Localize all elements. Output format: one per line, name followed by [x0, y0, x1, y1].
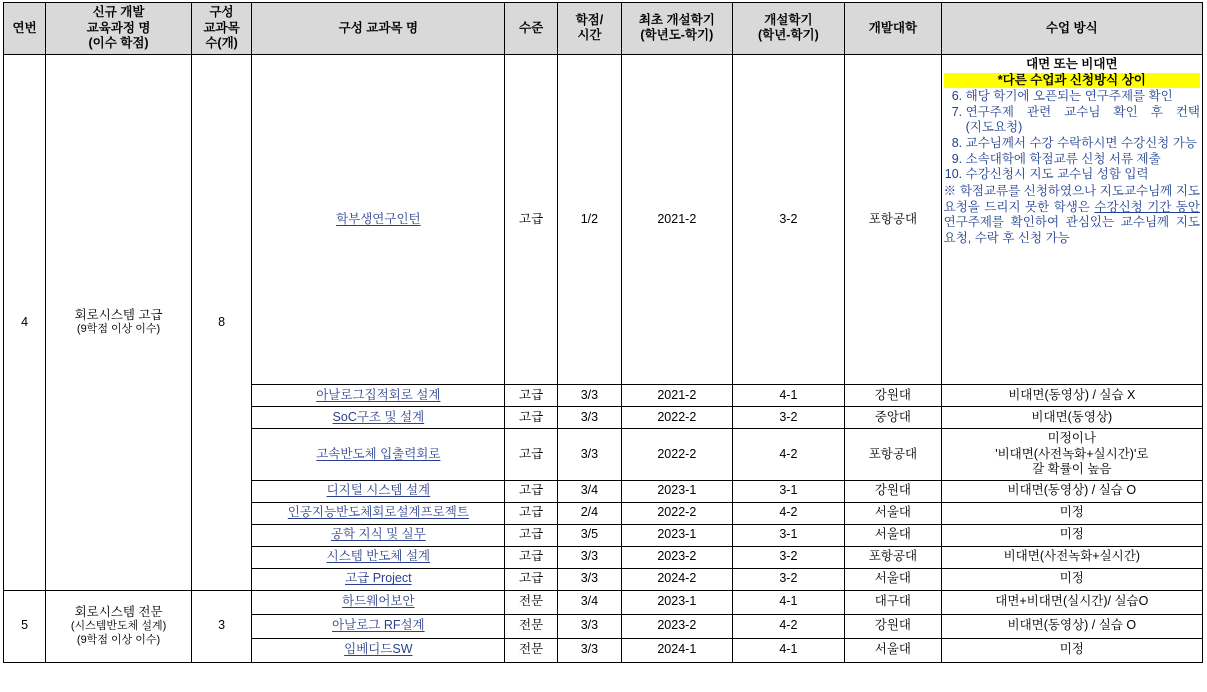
subject-link[interactable]: SoC구조 및 설계: [332, 409, 425, 424]
subject-link[interactable]: 하드웨어보안: [342, 594, 415, 609]
row-university: 강원대: [845, 480, 941, 502]
header-program: [46, 3, 192, 55]
header-first-line1: 최초 개설학기: [638, 12, 715, 27]
header-open-term: [732, 3, 845, 55]
table-row: [4, 54, 1203, 384]
row-open-term: 4-1: [732, 590, 845, 614]
row-level: 고급: [505, 546, 557, 568]
row-university: 강원대: [845, 614, 941, 638]
row-university: 서울대: [845, 568, 941, 590]
row-credit: 3/4: [557, 590, 621, 614]
row-credit: 3/3: [557, 546, 621, 568]
header-open-line2: (학년-학기): [757, 28, 819, 43]
mode-step-item: 7. 연구주제 관련 교수님 확인 후 컨택(지도요청): [966, 105, 1200, 136]
header-level: 수준: [505, 3, 557, 55]
subject-link[interactable]: 고급 Project: [345, 571, 412, 586]
row-subject[interactable]: [252, 614, 505, 638]
row-university: 포항공대: [845, 546, 941, 568]
row-subject[interactable]: [252, 428, 505, 480]
row-mode: 비대면(동영상): [941, 406, 1202, 428]
mode-note-underline: 수강신청 기간 동안: [1094, 199, 1201, 214]
row-university: 서울대: [845, 502, 941, 524]
row-mode-detailed: [941, 54, 1202, 384]
row-level: 고급: [505, 54, 557, 384]
row-subject[interactable]: [252, 480, 505, 502]
subject-link[interactable]: 아날로그 RF설계: [332, 618, 425, 633]
mode-line-2: '비대면(사전녹화+실시간)'로: [995, 446, 1149, 461]
row-first-term: 2023-2: [622, 546, 733, 568]
row-mode: 비대면(사전녹화+실시간): [941, 546, 1202, 568]
row-mode: 비대면(동영상) / 실습 O: [941, 614, 1202, 638]
row-credit: 3/3: [557, 406, 621, 428]
row-no: 4: [4, 54, 46, 590]
row-no: 5: [4, 590, 46, 662]
row-university: 강원대: [845, 384, 941, 406]
row-subject[interactable]: [252, 54, 505, 384]
row-first-term: 2022-2: [622, 406, 733, 428]
row-subject[interactable]: [252, 406, 505, 428]
mode-note-post: 연구주제를 확인하여 관심있는 교수님께 지도 요청, 수락 후 신청 가능: [943, 215, 1200, 245]
subject-link[interactable]: 디지털 시스템 설계: [326, 483, 431, 498]
mode-step-item: 10. 수강신청시 지도 교수님 성함 입력: [966, 167, 1200, 183]
row-university: 서울대: [845, 524, 941, 546]
row-first-term: 2024-2: [622, 568, 733, 590]
mode-line-3: 갈 확률이 높음: [1032, 462, 1112, 477]
row-level: 고급: [505, 502, 557, 524]
row-open-term: 3-1: [732, 480, 845, 502]
header-subject: 구성 교과목 명: [252, 3, 505, 55]
row-credit: 3/3: [557, 428, 621, 480]
row-subject[interactable]: [252, 546, 505, 568]
row-first-term: 2023-1: [622, 524, 733, 546]
header-count: [191, 3, 251, 55]
row-first-term: 2022-2: [622, 428, 733, 480]
subject-link[interactable]: 아날로그집적회로 설계: [316, 387, 441, 402]
row-university: 포항공대: [845, 428, 941, 480]
row-mode: 미정: [941, 502, 1202, 524]
row-credit: 3/3: [557, 568, 621, 590]
row-open-term: 4-1: [732, 638, 845, 662]
row-first-term: 2023-1: [622, 590, 733, 614]
row-level: 고급: [505, 406, 557, 428]
row-open-term: 3-2: [732, 54, 845, 384]
row-first-term: 2021-2: [622, 54, 733, 384]
row-first-term: 2021-2: [622, 384, 733, 406]
table-row: [4, 590, 1203, 614]
header-first-line2: (학년도-학기): [640, 28, 714, 43]
header-program-line1: 신규 개발: [92, 5, 145, 19]
row-level: 고급: [505, 524, 557, 546]
mode-highlight: *다른 수업과 신청방식 상이: [944, 73, 1200, 89]
subject-link[interactable]: 학부생연구인턴: [336, 211, 421, 226]
course-table: [3, 2, 1203, 663]
row-level: 고급: [505, 480, 557, 502]
header-program-line3: (이수 학점): [88, 36, 149, 51]
row-level: 고급: [505, 568, 557, 590]
row-open-term: 3-2: [732, 546, 845, 568]
header-no: 연번: [4, 3, 46, 55]
row-level: 고급: [505, 384, 557, 406]
row-level: 고급: [505, 428, 557, 480]
subject-link[interactable]: 공학 지식 및 실무: [330, 527, 426, 542]
row-open-term: 3-2: [732, 568, 845, 590]
subject-link[interactable]: 임베디드SW: [344, 642, 413, 657]
row-open-term: 4-2: [732, 614, 845, 638]
mode-step-item: 6. 해당 학기에 오픈되는 연구주제를 확인: [966, 89, 1200, 105]
row-open-term: 4-2: [732, 502, 845, 524]
row-university: 대구대: [845, 590, 941, 614]
program-name: 회로시스템 전문: [74, 604, 163, 619]
table-body: [4, 54, 1203, 662]
header-first-term: [622, 3, 733, 55]
subject-link[interactable]: 시스템 반도체 설계: [326, 549, 431, 564]
row-mode: 미정: [941, 638, 1202, 662]
row-subject[interactable]: [252, 638, 505, 662]
header-mode: 수업 방식: [941, 3, 1202, 55]
mode-step-item: 8. 교수님께서 수강 수락하시면 수강신청 가능: [966, 136, 1200, 152]
row-first-term: 2024-1: [622, 638, 733, 662]
mode-title: 대면 또는 비대면: [1026, 56, 1118, 71]
header-credit: [557, 3, 621, 55]
row-first-term: 2023-2: [622, 614, 733, 638]
header-program-line2: 교육과정 명: [86, 20, 151, 35]
row-open-term: 3-2: [732, 406, 845, 428]
header-credit-line2: 시간: [577, 28, 602, 43]
row-open-term: 3-1: [732, 524, 845, 546]
row-subject[interactable]: [252, 502, 505, 524]
row-first-term: 2022-2: [622, 502, 733, 524]
program-subtitle: (시스템반도체 설계): [70, 620, 167, 633]
row-credit: 3/4: [557, 480, 621, 502]
row-mode: 비대면(동영상) / 실습 X: [941, 384, 1202, 406]
row-credit: 3/3: [557, 384, 621, 406]
row-credit: 1/2: [557, 54, 621, 384]
program-credit: (9학점 이상 이수): [76, 323, 161, 336]
row-mode: 미정: [941, 524, 1202, 546]
row-program: [46, 590, 192, 662]
row-level: 전문: [505, 614, 557, 638]
row-mode: [941, 428, 1202, 480]
row-mode: 미정: [941, 568, 1202, 590]
row-credit: 2/4: [557, 502, 621, 524]
header-row: [4, 3, 1203, 55]
row-mode: 대면+비대면(실시간)/ 실습O: [941, 590, 1202, 614]
row-mode: 비대면(동영상) / 실습 O: [941, 480, 1202, 502]
row-university: 포항공대: [845, 54, 941, 384]
mode-line-1: 미정이나: [1047, 430, 1096, 445]
subject-link[interactable]: 인공지능반도체회로설계프로젝트: [287, 505, 469, 520]
row-subject-count: 8: [191, 54, 251, 590]
row-program: [46, 54, 192, 590]
row-first-term: 2023-1: [622, 480, 733, 502]
row-open-term: 4-1: [732, 384, 845, 406]
header-open-line1: 개설학기: [764, 12, 813, 27]
row-subject[interactable]: [252, 568, 505, 590]
row-open-term: 4-2: [732, 428, 845, 480]
header-university: 개발대학: [845, 3, 941, 55]
program-name: 회로시스템 고급: [74, 307, 163, 322]
row-level: 전문: [505, 638, 557, 662]
row-subject[interactable]: [252, 384, 505, 406]
header-credit-line1: 학점/: [575, 12, 604, 27]
mode-step-item: 9. 소속대학에 학점교류 신청 서류 제출: [966, 152, 1200, 168]
row-subject[interactable]: [252, 590, 505, 614]
row-university: 중앙대: [845, 406, 941, 428]
row-level: 전문: [505, 590, 557, 614]
program-credit: (9학점 이상 이수): [76, 634, 161, 647]
row-university: 서울대: [845, 638, 941, 662]
row-credit: 3/3: [557, 638, 621, 662]
header-count-line1: 구성: [209, 5, 234, 19]
row-credit: 3/3: [557, 614, 621, 638]
row-subject-count: 3: [191, 590, 251, 662]
row-subject[interactable]: [252, 524, 505, 546]
row-credit: 3/5: [557, 524, 621, 546]
subject-link[interactable]: 고속반도체 입출력회로: [316, 446, 441, 461]
table-header: [4, 3, 1203, 55]
mode-steps: [944, 89, 1200, 183]
header-count-line2: 교과목: [203, 20, 240, 35]
header-count-line3: 수(개): [205, 36, 238, 51]
mode-note-pre: ※ 학점교류를 신청하였으나 지도교수님께 지도 요청을 드리지 못한 학생은: [943, 183, 1200, 214]
mode-note: [944, 184, 1200, 247]
